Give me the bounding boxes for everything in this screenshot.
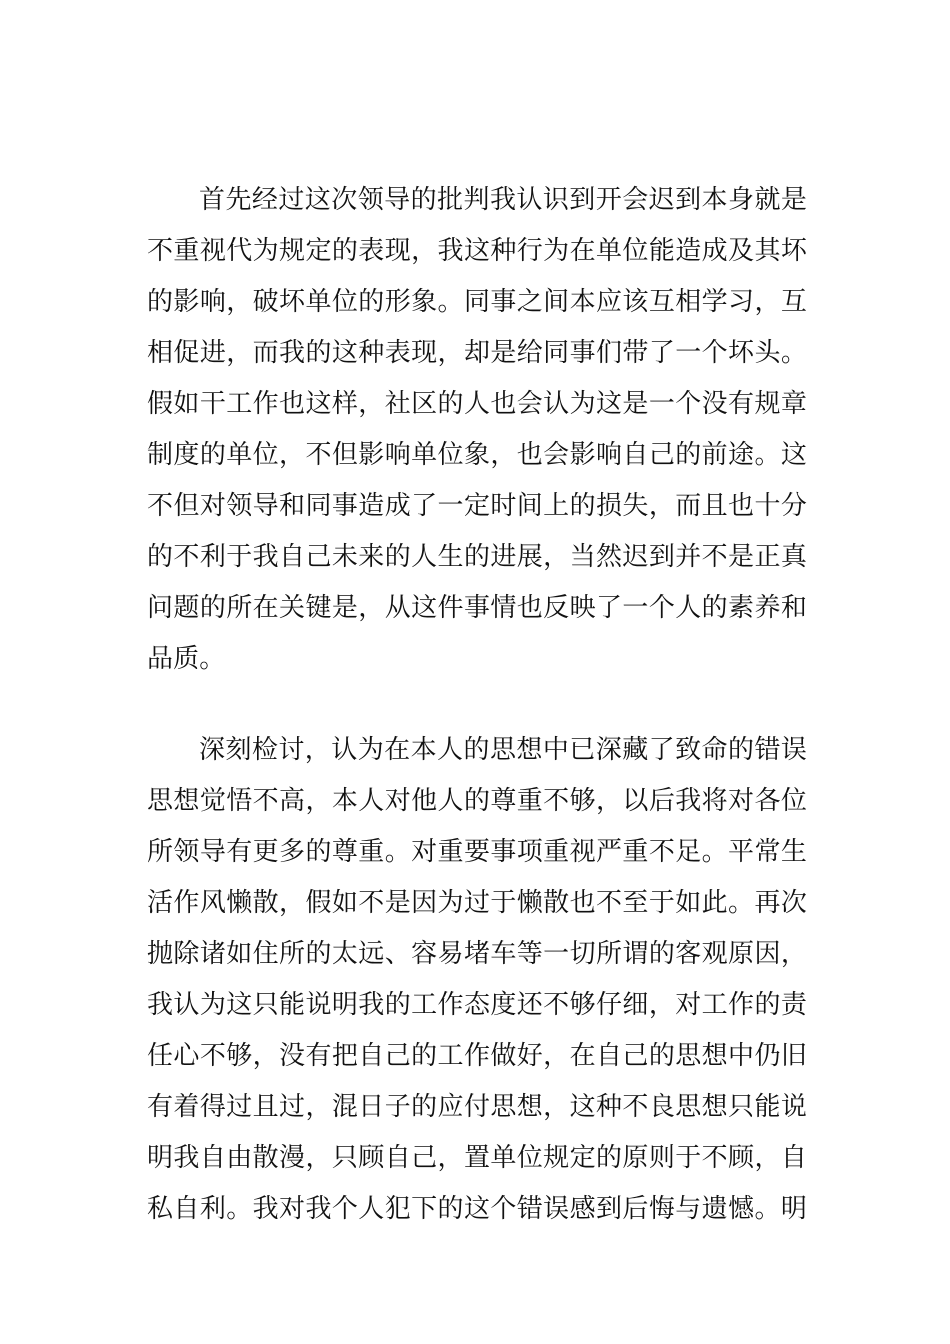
paragraph-line: 的不利于我自己未来的人生的进展，当然迟到并不是正真 — [147, 542, 807, 572]
paragraph-line: 有着得过且过，混日子的应付思想，这种不良思想只能说 — [147, 1092, 807, 1122]
paragraph-line: 问题的所在关键是，从这件事情也反映了一个人的素养和 — [147, 593, 807, 623]
paragraph-line: 我认为这只能说明我的工作态度还不够仔细，对工作的责 — [147, 990, 807, 1020]
paragraph-line: 活作风懒散，假如不是因为过于懒散也不至于如此。再次 — [147, 888, 807, 918]
paragraph-line: 思想觉悟不高，本人对他人的尊重不够，以后我将对各位 — [147, 786, 807, 816]
paragraph-line: 抛除诸如住所的太远、容易堵车等一切所谓的客观原因， — [147, 939, 807, 969]
paragraph-line: 不重视代为规定的表现，我这种行为在单位能造成及其坏 — [147, 236, 807, 266]
paragraph-line: 制度的单位，不但影响单位象，也会影响自己的前途。这 — [147, 440, 807, 470]
paragraph-line: 假如干工作也这样，社区的人也会认为这是一个没有规章 — [147, 389, 807, 419]
paragraph-line: 首先经过这次领导的批判我认识到开会迟到本身就是 — [199, 185, 807, 215]
paragraph-line: 相促进，而我的这种表现，却是给同事们带了一个坏头。 — [147, 338, 807, 368]
paragraph-line: 任心不够，没有把自己的工作做好，在自己的思想中仍旧 — [147, 1041, 807, 1071]
paragraph-line: 深刻检讨，认为在本人的思想中已深藏了致命的错误 — [199, 735, 807, 765]
paragraph-line: 品质。 — [147, 644, 226, 674]
paragraph-line: 不但对领导和同事造成了一定时间上的损失，而且也十分 — [147, 491, 807, 521]
paragraph-line: 私自利。我对我个人犯下的这个错误感到后悔与遗憾。明 — [147, 1194, 807, 1224]
paragraph-line: 所领导有更多的尊重。对重要事项重视严重不足。平常生 — [147, 837, 807, 867]
paragraph-line: 明我自由散漫，只顾自己，置单位规定的原则于不顾，自 — [147, 1143, 807, 1173]
paragraph-line: 的影响，破坏单位的形象。同事之间本应该互相学习，互 — [147, 287, 807, 317]
